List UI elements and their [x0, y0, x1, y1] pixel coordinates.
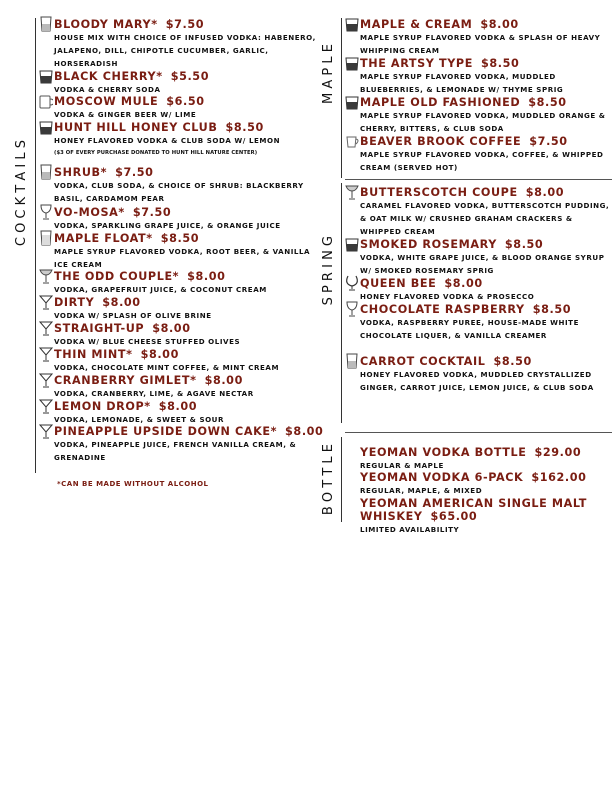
spring-item — [360, 303, 610, 342]
item-price: $7.50 — [132, 206, 172, 219]
cocktail-item-name — [54, 121, 324, 134]
item-name: YEOMAN AMERICAN SINGLE MALT — [360, 497, 587, 510]
wine-glass-icon — [39, 204, 53, 220]
spring-item-description: CARAMEL FLAVORED VODKA, BUTTERSCOTCH PUDDING, & OAT MILK W/ CRUSHED GRAHAM CRACKERS & WHIPPED CREAM — [360, 201, 610, 237]
cocktail-item-description: VODKA & CHERRY SODA — [54, 85, 161, 94]
rocks-glass-icon — [345, 16, 359, 32]
bottle-item-description: REGULAR & MAPLE — [360, 461, 444, 470]
item-price: $8.50 — [225, 121, 264, 134]
item-price: $5.50 — [170, 70, 210, 83]
cocktail-item-description: VODKA, CLUB SODA, & CHOICE OF SHRUB: BLACKBERRY BASIL, CARDAMOM PEAR — [54, 181, 304, 204]
item-name: QUEEN BEE — [360, 277, 437, 290]
cocktail-item — [54, 270, 324, 296]
bottle-item-name — [360, 497, 610, 523]
item-name: DIRTY — [54, 296, 95, 309]
highball-glass-icon — [39, 164, 53, 180]
maple-item-name — [360, 96, 610, 109]
cocktail-item-name — [54, 348, 324, 361]
cocktail-item-description: HOUSE MIX WITH CHOICE OF INFUSED VODKA: HABENERO, JALAPENO, DILL, CHIPOTLE CUCUMBER, GARLIC, HORSERADISH — [54, 33, 316, 69]
maple-item — [360, 57, 610, 96]
maple-item — [360, 96, 610, 135]
cocktail-item-description: VODKA & GINGER BEER W/ LIME — [54, 110, 197, 119]
maple-item-description: MAPLE SYRUP FLAVORED VODKA, COFFEE, & WHIPPED CREAM (SERVED HOT) — [360, 150, 604, 173]
mug-icon — [39, 93, 53, 109]
rocks-glass-icon — [345, 55, 359, 71]
item-price: $8.50 — [528, 96, 567, 109]
item-name: CARROT COCKTAIL — [360, 355, 486, 368]
item-name: MAPLE FLOAT* — [54, 232, 153, 245]
item-name: MAPLE & CREAM — [360, 18, 473, 31]
cocktail-item — [54, 95, 324, 121]
maple-item — [360, 18, 610, 57]
cocktail-item-description: VODKA, SPARKLING GRAPE JUICE, & ORANGE JUICE — [54, 221, 281, 230]
item-price: $65.00 — [430, 510, 478, 523]
item-name: CHOCOLATE RASPBERRY — [360, 303, 525, 316]
cocktail-item-name — [54, 296, 324, 309]
bottle-item-description: REGULAR, MAPLE, & MIXED — [360, 486, 483, 495]
item-price: $162.00 — [531, 471, 587, 484]
cocktail-item — [54, 70, 324, 96]
section-label-maple: M A P L E — [321, 44, 336, 104]
spring-item-description: VODKA, RASPBERRY PUREE, HOUSE-MADE WHITE CHOCOLATE LIQUER, & VANILLA CREAMER — [360, 318, 579, 341]
item-price: $8.00 — [204, 374, 243, 387]
cocktail-item-name — [54, 70, 324, 83]
spring-item-name — [360, 355, 610, 368]
maple-item-name — [360, 18, 610, 31]
cocktail-item — [54, 206, 324, 232]
pint-glass-icon — [39, 230, 53, 246]
item-price: $8.00 — [525, 186, 565, 199]
item-name: PINEAPPLE UPSIDE DOWN CAKE* — [54, 425, 278, 438]
item-name: HUNT HILL HONEY CLUB — [54, 121, 218, 134]
spring-item — [360, 238, 610, 277]
item-price: $6.50 — [166, 95, 205, 108]
item-name: LEMON DROP* — [54, 400, 151, 413]
highball-glass-icon — [39, 16, 53, 32]
coupe-glass-icon — [39, 268, 53, 284]
item-name: SMOKED ROSEMARY — [360, 238, 497, 251]
item-note: ($3 OF EVERY PURCHASE DONATED TO HUNT HILL NATURE CENTER) — [54, 150, 258, 157]
spring-bottle-separator — [345, 432, 612, 433]
cocktail-item-name — [54, 400, 324, 413]
footnote: *CAN BE MADE WITHOUT ALCOHOL — [57, 480, 209, 488]
item-name: STRAIGHT-UP — [54, 322, 145, 335]
rocks-glass-icon — [39, 119, 53, 135]
item-price: $7.50 — [115, 166, 154, 179]
rocks-glass-icon — [345, 236, 359, 252]
cocktail-item-name — [54, 322, 324, 335]
item-name: THIN MINT* — [54, 348, 133, 361]
section-label-bottle: B O T T L E — [321, 444, 336, 516]
cocktail-item — [54, 322, 324, 348]
cocktail-item-description: VODKA, LEMONADE, & SWEET & SOUR — [54, 415, 225, 424]
item-name: BUTTERSCOTCH COUPE — [360, 186, 518, 199]
item-price: $8.00 — [285, 425, 324, 438]
martini-glass-icon — [39, 372, 53, 388]
cocktail-item-name — [54, 425, 324, 438]
spring-item-name — [360, 277, 610, 290]
cocktail-item-name — [54, 18, 324, 31]
maple-item-description: MAPLE SYRUP FLAVORED VODKA, MUDDLED BLUEBERRIES, & LEMONADE W/ THYME SPRIG — [360, 72, 564, 95]
maple-divider — [341, 18, 342, 178]
item-price: $7.50 — [165, 18, 205, 31]
cocktail-item-name — [54, 374, 324, 387]
cocktail-item-name — [54, 270, 324, 283]
spring-item-name — [360, 303, 610, 316]
item-price: $8.50 — [160, 232, 200, 245]
maple-item-name — [360, 135, 610, 148]
cocktail-item — [54, 121, 324, 160]
martini-glass-icon — [39, 320, 53, 336]
item-price: $8.50 — [493, 355, 532, 368]
cocktail-item-description: VODKA, CHOCOLATE MINT COFFEE, & MINT CREAM — [54, 363, 280, 372]
coffee-mug-icon — [345, 133, 359, 149]
martini-glass-icon — [39, 294, 53, 310]
bottle-divider — [341, 437, 342, 522]
item-name: BLOODY MARY* — [54, 18, 158, 31]
item-name: SHRUB* — [54, 166, 108, 179]
item-price: $8.50 — [532, 303, 572, 316]
martini-glass-icon — [39, 346, 53, 362]
item-name-line2: WHISKEY — [360, 510, 423, 523]
item-price: $8.00 — [480, 18, 519, 31]
bottle-item — [360, 471, 610, 497]
snifter-glass-icon — [345, 275, 359, 291]
item-price: $8.00 — [187, 270, 226, 283]
cocktail-item-description: VODKA W/ BLUE CHEESE STUFFED OLIVES — [54, 337, 241, 346]
cocktail-item — [54, 166, 324, 205]
spring-item-name — [360, 238, 610, 251]
cocktail-item-name — [54, 232, 324, 245]
item-price: $8.00 — [444, 277, 483, 290]
spring-item — [360, 277, 610, 303]
item-name: VO-MOSA* — [54, 206, 125, 219]
bottle-item — [360, 497, 610, 536]
spring-item — [360, 186, 610, 238]
item-price: $8.50 — [480, 57, 520, 70]
cocktail-item — [54, 18, 324, 70]
martini-glass-icon — [39, 423, 53, 439]
cocktail-item-description: VODKA, PINEAPPLE JUICE, FRENCH VANILLA CREAM, & GRENADINE — [54, 440, 297, 463]
rocks-glass-icon — [345, 94, 359, 110]
cocktail-item-name — [54, 166, 324, 179]
item-price: $8.00 — [158, 400, 198, 413]
item-name: THE ARTSY TYPE — [360, 57, 473, 70]
bottle-item-description: LIMITED AVAILABILITY — [360, 525, 460, 534]
cocktail-item-description: VODKA, CRANBERRY, LIME, & AGAVE NECTAR — [54, 389, 254, 398]
item-name: THE ODD COUPLE* — [54, 270, 180, 283]
maple-item — [360, 135, 610, 174]
maple-item-description: MAPLE SYRUP FLAVORED VODKA & SPLASH OF HEAVY WHIPPING CREAM — [360, 33, 601, 56]
cocktail-item — [54, 232, 324, 271]
cocktails-divider — [35, 18, 36, 473]
rocks-glass-icon — [39, 68, 53, 84]
item-name: MOSCOW MULE — [54, 95, 159, 108]
item-price: $7.50 — [529, 135, 568, 148]
item-name: BLACK CHERRY* — [54, 70, 163, 83]
item-price: $8.50 — [504, 238, 544, 251]
cocktail-item — [54, 348, 324, 374]
item-name: YEOMAN VODKA BOTTLE — [360, 446, 527, 459]
maple-spring-separator — [345, 179, 612, 180]
spring-item-description: HONEY FLAVORED VODKA, MUDDLED CRYSTALLIZED GINGER, CARROT JUICE, LEMON JUICE, & CLUB SODA — [360, 370, 594, 393]
item-name: MAPLE OLD FASHIONED — [360, 96, 521, 109]
item-name: BEAVER BROOK COFFEE — [360, 135, 522, 148]
spring-item-name — [360, 186, 610, 199]
cocktail-item-description: HONEY FLAVORED VODKA & CLUB SODA W/ LEMON — [54, 136, 281, 145]
bottle-item-name — [360, 446, 610, 459]
maple-item-name — [360, 57, 610, 70]
item-price: $8.00 — [140, 348, 179, 361]
cocktail-item-description: VODKA W/ SPLASH OF OLIVE BRINE — [54, 311, 212, 320]
martini-glass-icon — [39, 398, 53, 414]
item-price: $29.00 — [534, 446, 582, 459]
section-label-cocktails: C O C K T A I L S — [14, 140, 29, 247]
cocktail-item — [54, 374, 324, 400]
cocktail-item-description: MAPLE SYRUP FLAVORED VODKA, ROOT BEER, & VANILLA ICE CREAM — [54, 247, 311, 270]
maple-item-description: MAPLE SYRUP FLAVORED VODKA, MUDDLED ORANGE & CHERRY, BITTERS, & CLUB SODA — [360, 111, 606, 134]
spring-item-description: HONEY FLAVORED VODKA & PROSECCO — [360, 292, 535, 301]
cocktail-item-name — [54, 206, 324, 219]
bottle-item — [360, 446, 610, 472]
cocktail-item-name — [54, 95, 324, 108]
item-price: $8.00 — [102, 296, 141, 309]
cocktail-item — [54, 400, 324, 426]
spring-item-description: VODKA, WHITE GRAPE JUICE, & BLOOD ORANGE SYRUP W/ SMOKED ROSEMARY SPRIG — [360, 253, 605, 276]
cocktail-item — [54, 425, 324, 464]
item-price: $8.00 — [152, 322, 191, 335]
bottle-item-name — [360, 471, 610, 484]
cocktail-item-description: VODKA, GRAPEFRUIT JUICE, & COCONUT CREAM — [54, 285, 267, 294]
highball-glass-icon — [345, 353, 359, 369]
spring-item — [360, 355, 610, 394]
section-label-spring: S P R I N G — [321, 236, 336, 306]
spring-divider — [341, 183, 342, 423]
wine-glass-icon — [345, 301, 359, 317]
item-name: YEOMAN VODKA 6-PACK — [360, 471, 524, 484]
item-name: CRANBERRY GIMLET* — [54, 374, 197, 387]
cocktail-item — [54, 296, 324, 322]
coupe-glass-icon — [345, 184, 359, 200]
